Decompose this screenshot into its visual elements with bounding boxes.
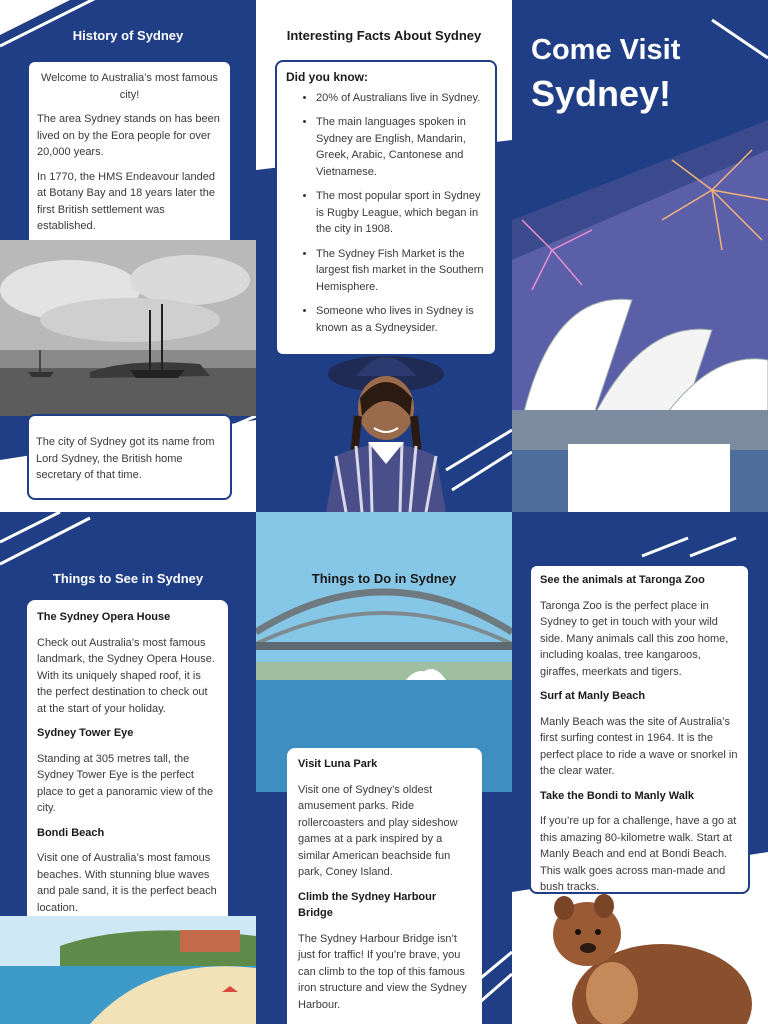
history-intro: Welcome to Australia’s most famous city!	[41, 72, 218, 101]
cover-panel	[512, 0, 768, 512]
bondi-beach-image	[0, 916, 256, 1024]
zoo-text: Taronga Zoo is the perfect place in Sydney to get in touch with your wild side. Many animals call this zoo home, including koalas, tree kangaroos, giraffes, meerkats and tigers.	[540, 599, 729, 678]
facts-heading: Did you know:	[286, 70, 368, 84]
see-opera-heading: The Sydney Opera House	[37, 611, 171, 623]
history-eora: The area Sydney stands on has been lived on by the Eora people for over 20,000 years.	[37, 113, 220, 158]
see-panel	[0, 512, 256, 1024]
do-bridge-text: The Sydney Harbour Bridge isn’t just for traffic! If you’re brave, you can climb to the top of this famous iron structure and view the Sydney Harbour.	[298, 932, 467, 1011]
fact-item: • 20% of Australians live in Sydney.	[316, 90, 486, 107]
facts-title: Interesting Facts About Sydney	[286, 28, 482, 43]
fact-item: • Someone who lives in Sydney is known as a Sydneysider.	[316, 303, 486, 336]
history-title: History of Sydney	[72, 28, 184, 43]
see-title: Things to See in Sydney	[52, 571, 204, 586]
do-panel	[256, 512, 512, 1024]
student-illustration	[306, 346, 466, 512]
see-opera-text: Check out Australia’s most famous landmark, the Sydney Opera House. With its uniquely shaped roof, it is the perfect destination to check out at the start of your holiday.	[37, 636, 215, 715]
see-card	[27, 600, 228, 930]
do-card	[287, 748, 482, 1024]
cover-line2: Sydney!	[531, 73, 672, 114]
history-panel	[0, 0, 256, 512]
see-tower-text: Standing at 305 metres tall, the Sydney Tower Eye is the perfect place to get a panoramic view of the city.	[37, 752, 214, 814]
facts-card	[275, 60, 497, 356]
history-name: The city of Sydney got its name from Lord Sydney, the British home secretary of that time.	[36, 436, 215, 481]
walk-text: If you’re up for a challenge, have a go at this amazing 80-kilometre walk. Start at Manly Beach and end at Bondi Beach. This walk goes across man-made and bush tracks.	[540, 815, 737, 893]
do-luna-text: Visit one of Sydney’s oldest amusement parks. Ride rollercoasters and play sideshow games at a park inspired by a similar American beachside fun park, Coney Island.	[298, 783, 458, 878]
cover-title	[531, 28, 680, 116]
see-bondi-heading: Bondi Beach	[37, 826, 105, 839]
facts-panel	[256, 0, 512, 512]
manly-text: Manly Beach was the site of Australia’s first surfing contest in 1964. It is the perfect place to ride a wave or snorkel in the clear water.	[540, 715, 738, 777]
manly-heading: Surf at Manly Beach	[540, 690, 646, 702]
fact-item: • The most popular sport in Sydney is Rugby League, which began in the city in 1908.	[316, 188, 486, 238]
see-tower-heading: Sydney Tower Eye	[37, 727, 134, 739]
fact-item: • The Sydney Fish Market is the largest fish market in the Southern Hemisphere.	[316, 246, 486, 296]
tree-kangaroo-illustration	[542, 894, 762, 1024]
facts-list	[286, 90, 486, 337]
history-endeavour: In 1770, the HMS Endeavour landed at Botany Bay and 18 years later the first British settlement was established.	[37, 170, 215, 232]
cover-line1: Come Visit	[531, 34, 681, 66]
do-luna-heading: Visit Luna Park	[298, 758, 378, 770]
history-card	[27, 60, 232, 248]
do-bridge-heading: Climb the Sydney Harbour Bridge	[298, 890, 437, 919]
walk-heading: Take the Bondi to Manly Walk	[540, 789, 695, 802]
ship-engraving-image	[0, 240, 256, 416]
opera-house-fireworks-image	[512, 120, 768, 512]
history-name-card	[27, 414, 232, 500]
animals-panel	[512, 512, 768, 1024]
animals-card	[529, 564, 750, 894]
zoo-heading: See the animals at Taronga Zoo	[540, 574, 705, 586]
do-title: Things to Do in Sydney	[311, 571, 457, 586]
fact-item: • The main languages spoken in Sydney are English, Mandarin, Greek, Arabic, Cantonese and Vietnamese.	[316, 114, 486, 180]
see-bondi-text: Visit one of Australia’s most famous beaches. With stunning blue waves and pale sand, it is the perfect beach location.	[37, 852, 217, 914]
